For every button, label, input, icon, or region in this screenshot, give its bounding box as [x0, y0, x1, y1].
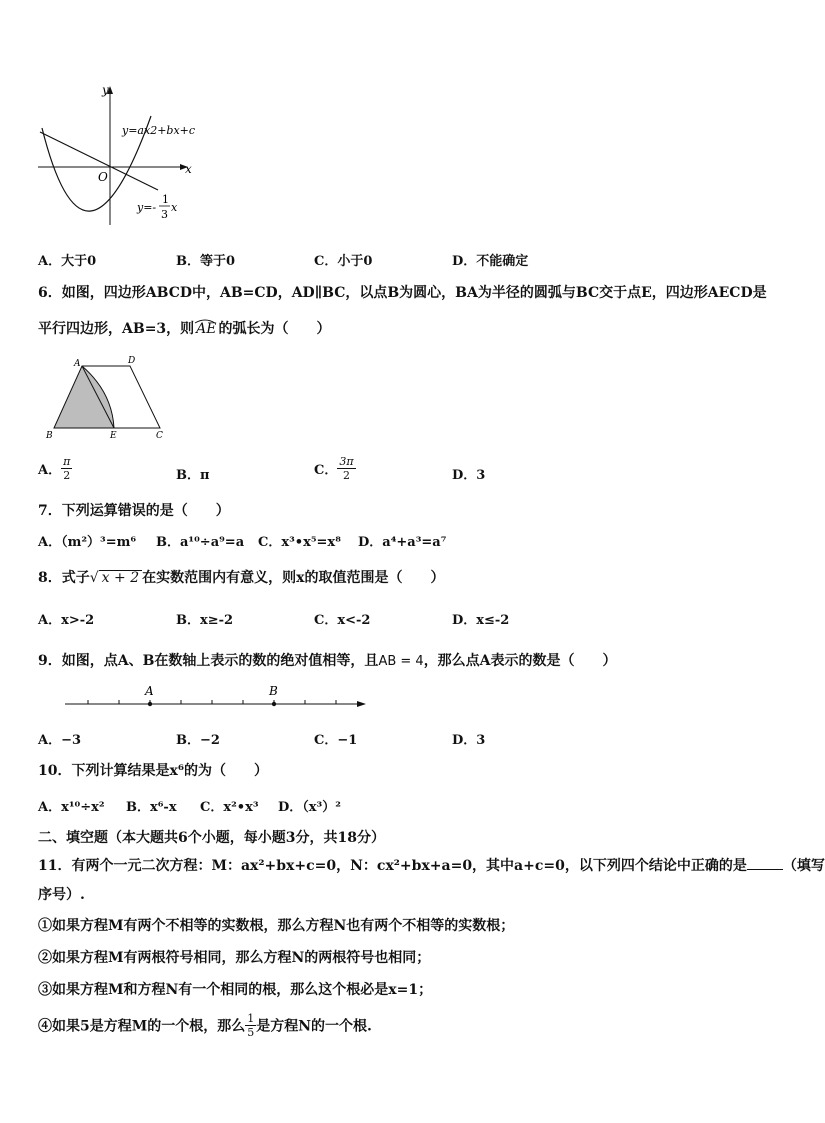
- q11-stem-line1: [38, 855, 825, 875]
- q9-condition: AB = 4: [378, 654, 424, 669]
- q5-option-a: A．大于0: [38, 254, 97, 269]
- q8-radicand: x + 2: [99, 570, 142, 586]
- q9-point-a: [148, 702, 152, 706]
- q6-option-a-num: π: [63, 455, 71, 468]
- q8-stem: [38, 567, 444, 587]
- q5-option-d: D．不能确定: [452, 254, 529, 269]
- parabola-label: y=ax2+bx+c: [122, 124, 196, 137]
- q10-option-a: A．x¹⁰÷x²: [38, 800, 105, 815]
- origin-label: O: [98, 170, 108, 184]
- q11-statement-2: ②如果方程M有两根符号相同，那么方程N的两根符号也相同；: [38, 950, 431, 966]
- q9-option-c: C．−1: [314, 733, 358, 748]
- q7-option-a: A．（m²）³=m⁶: [38, 535, 137, 550]
- q6-stem-post: 的弧长为（ ）: [218, 321, 331, 337]
- q6-quadrilateral-figure: [40, 352, 175, 444]
- q6-option-b: B．π: [176, 468, 210, 483]
- q10-option-b: B．x⁶-x: [126, 800, 177, 815]
- q6-label-a: A: [74, 359, 81, 369]
- q10-option-c: C．x²•x³: [200, 800, 259, 815]
- q9-option-a: A．−3: [38, 733, 82, 748]
- q10-option-d: D．（x³）²: [278, 800, 341, 815]
- q6-option-c-num: 3π: [339, 455, 354, 468]
- q11-stem-post: （填写: [782, 858, 825, 874]
- q9-option-b: B．−2: [176, 733, 220, 748]
- q6-option-c-fraction: [337, 455, 355, 482]
- q5-option-c: C．小于0: [314, 254, 373, 269]
- q6-option-c: [314, 455, 356, 482]
- line-label-den: 3: [161, 208, 168, 221]
- arc-mark-icon: [194, 318, 216, 324]
- q6-label-e: E: [110, 431, 117, 441]
- q6-stem-line2: [38, 318, 331, 338]
- q6-label-b: B: [46, 431, 53, 441]
- q6-label-c: C: [156, 431, 163, 441]
- q11-s4-den: 5: [247, 1026, 255, 1039]
- q6-stem-pre: 平行四边形，AB=3，则: [38, 321, 195, 337]
- q6-label-d: D: [128, 356, 136, 366]
- section-heading: 二、填空题（本大题共6个小题，每小题3分，共18分）: [38, 830, 385, 846]
- number-line-ticks: [88, 700, 336, 704]
- q7-option-c: C．x³•x⁵=x⁸: [258, 535, 341, 550]
- q11-answer-blank[interactable]: [747, 857, 783, 870]
- q11-s4-fraction: [245, 1012, 256, 1039]
- line-label-num: 1: [162, 193, 169, 206]
- q6-option-a-den: 2: [63, 469, 71, 482]
- q11-statement-4: [38, 1012, 372, 1039]
- q8-stem-pre: 8．式子: [38, 570, 90, 586]
- q9-point-b: [272, 702, 276, 706]
- sqrt-sign-icon: √: [89, 570, 99, 586]
- q8-option-d: D．x≤-2: [452, 613, 510, 628]
- q10-stem: 10．下列计算结果是x⁶的为（ ）: [38, 763, 268, 779]
- x-axis-label: x: [185, 162, 192, 176]
- q8-stem-post: 在实数范围内有意义，则x的取值范围是（ ）: [142, 570, 445, 586]
- q11-s4-num: 1: [247, 1012, 255, 1025]
- q8-option-b: B．x≥-2: [176, 613, 234, 628]
- q6-option-c-label: C．: [314, 463, 338, 478]
- q6-option-a-label: A．: [38, 463, 62, 478]
- q9-option-d: D．3: [452, 733, 486, 748]
- q9-label-b: B: [269, 684, 278, 698]
- q11-statement-3: ③如果方程M和方程N有一个相同的根，那么这个根必是x=1；: [38, 982, 433, 998]
- q6-stem-line1: 6．如图，四边形ABCD中，AB=CD，AD∥BC，以点B为圆心，BA为半径的圆弧与BC交于点E，四边形AECD是: [38, 285, 767, 301]
- q9-stem-post: ，那么点A表示的数是（ ）: [423, 653, 617, 669]
- q9-label-a: A: [145, 684, 154, 698]
- q6-option-a-fraction: [61, 455, 72, 482]
- q6-arc-label: AE: [194, 321, 218, 337]
- q6-shaded-sector: [54, 366, 114, 428]
- q9-stem: [38, 650, 617, 670]
- q11-statement-1: ①如果方程M有两个不相等的实数根，那么方程N也有两个不相等的实数根；: [38, 918, 515, 934]
- q6-option-d: D．3: [452, 468, 486, 483]
- q5-parabola-figure: [30, 80, 210, 230]
- q5-option-b: B．等于0: [176, 254, 236, 269]
- q11-s4-pre: ④如果5是方程M的一个根，那么: [38, 1018, 246, 1035]
- number-line-arrow: [357, 701, 366, 707]
- y-axis-label: y: [102, 83, 109, 97]
- q11-stem-line2: 序号）.: [38, 887, 85, 903]
- q11-s4-post: 是方程N的一个根.: [256, 1018, 372, 1035]
- q7-option-d: D．a⁴+a³=a⁷: [358, 535, 447, 550]
- q11-stem-pre: 11．有两个一元二次方程：M：ax²+bx+c=0，N：cx²+bx+a=0，其中a+c=0，以下列四个结论中正确的是: [38, 858, 747, 874]
- q7-option-b: B．a¹⁰÷a⁹=a: [156, 535, 245, 550]
- line-label-prefix: y=-: [137, 201, 157, 214]
- line-label-var: x: [171, 201, 178, 214]
- q6-option-a: [38, 455, 72, 482]
- q8-option-a: A．x>-2: [38, 613, 95, 628]
- q9-number-line-figure: [60, 684, 370, 714]
- q7-stem: 7．下列运算错误的是（ ）: [38, 503, 230, 519]
- q6-option-c-den: 2: [342, 469, 350, 482]
- q8-option-c: C．x<-2: [314, 613, 371, 628]
- q9-stem-pre: 9．如图，点A、B在数轴上表示的数的绝对值相等，且: [38, 653, 379, 669]
